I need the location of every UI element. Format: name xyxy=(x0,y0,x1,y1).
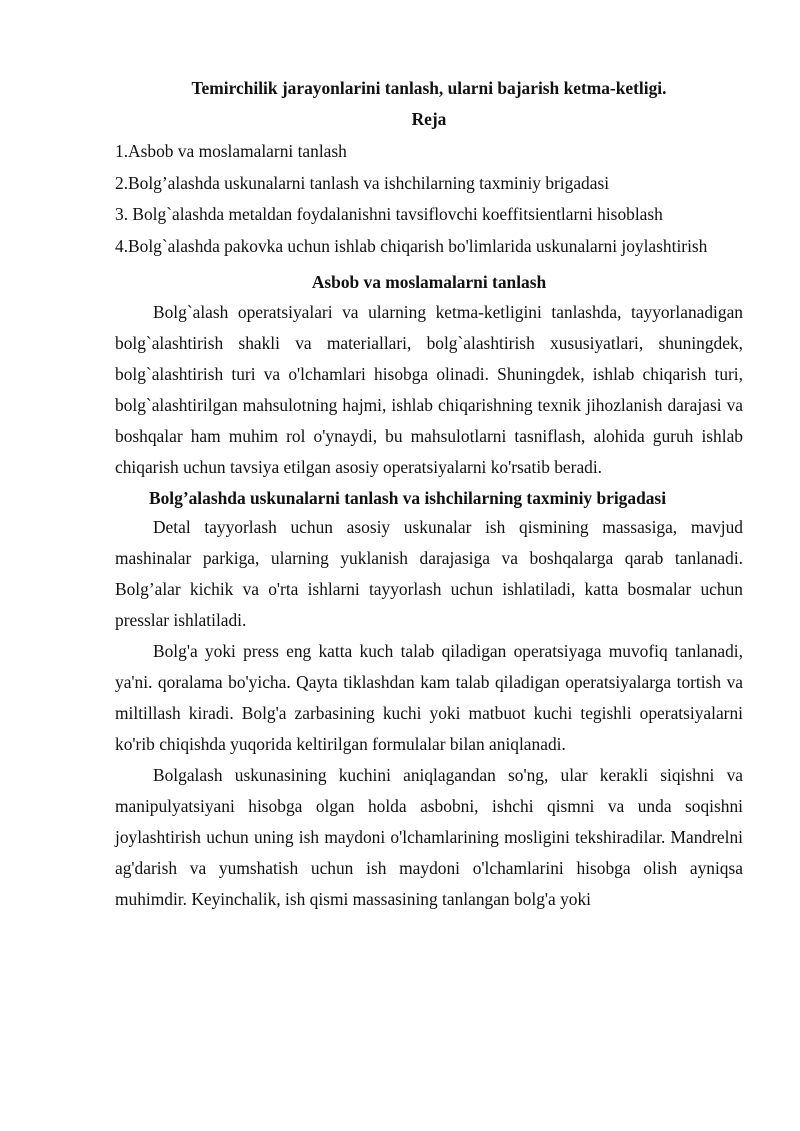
plan-heading: Reja xyxy=(411,109,447,129)
document-title: Temirchilik jarayonlarini tanlash, ularni bajarish ketma-ketligi. xyxy=(191,78,667,98)
plan-item: 4.Bolg`alashda pakovka uchun ishlab chiqarish bo'limlarida uskunalarni joylashtirish xyxy=(115,235,708,256)
paragraph: Bolg'a yoki press eng katta kuch talab qiladigan operatsiyaga muvofiq tanlanadi, ya'ni. qoralama bo'yicha. Qayta tiklashdan kam talab qiladigan operatsiyalarga tortish va miltillash kiradi. Bolg'a zarbasining kuchi yoki matbuot kuchi tegishli operatsiyalarni ko'rib chiqishda yuqorida keltirilgan formulalar bilan aniqlanadi. xyxy=(115,640,743,754)
paragraph: Detal tayyorlash uchun asosiy uskunalar ish qismining massasiga, mavjud mashinalar parkiga, ularning yuklanish darajasiga va boshqalarga qarab tanlanadi. Bolg’alar kichik va o'rta ishlarni tayyorlash uchun ishlatiladi, katta bosmalar uchun presslar ishlatiladi. xyxy=(115,516,743,630)
section-heading-tools: Asbob va moslamalarni tanlash xyxy=(311,271,547,292)
paragraph: Bolgalash uskunasining kuchini aniqlagandan so'ng, ular kerakli siqishni va manipulyatsiyani hisobga olgan holda asbobni, ishchi qismni va unda soqishni joylashtirish uchun uning ish maydoni o'lchamlarining mosligini tekshiradilar. Mandrelni ag'darish va yumshatish uchun ish maydoni o'lchamlarini hisobga olish ayniqsa muhimdir. Keyinchalik, ish qismi massasining tanlangan bolg'a yoki xyxy=(115,764,743,909)
plan-item: 3. Bolg`alashda metaldan foydalanishni tavsiflovchi koeffitsientlarni hisoblash xyxy=(115,204,663,224)
plan-list xyxy=(115,136,743,261)
paragraph: Bolg`alash operatsiyalari va ularning ketma-ketligini tanlashda, tayyorlanadigan bolg`alashtirish shakli va materiallari, bolg`alashtirish xususiyatlari, shuningdek, bolg`alashtirish turi va o'lchamlari hisobga olinadi. Shuningdek, ishlab chiqarish turi, bolg`alashtirilgan mahsulotning hajmi, ishlab chiqarishning texnik jihozlanish darajasi va boshqalar ham muhim rol o'ynaydi, bu mahsulotlarni tasniflash, alohida guruh ishlab chiqarish uchun tavsiya etilgan asosiy operatsiyalarni ko'rsatib beradi. xyxy=(115,301,743,477)
document-body xyxy=(115,76,743,915)
plan-item: 1.Asbob va moslamalarni tanlash xyxy=(115,141,347,161)
section-heading-equipment: Bolg’alashda uskunalarni tanlash va ishchilarning taxminiy brigadasi xyxy=(149,487,667,508)
plan-item: 2.Bolg’alashda uskunalarni tanlash va ishchilarning taxminiy brigadasi xyxy=(115,172,610,193)
